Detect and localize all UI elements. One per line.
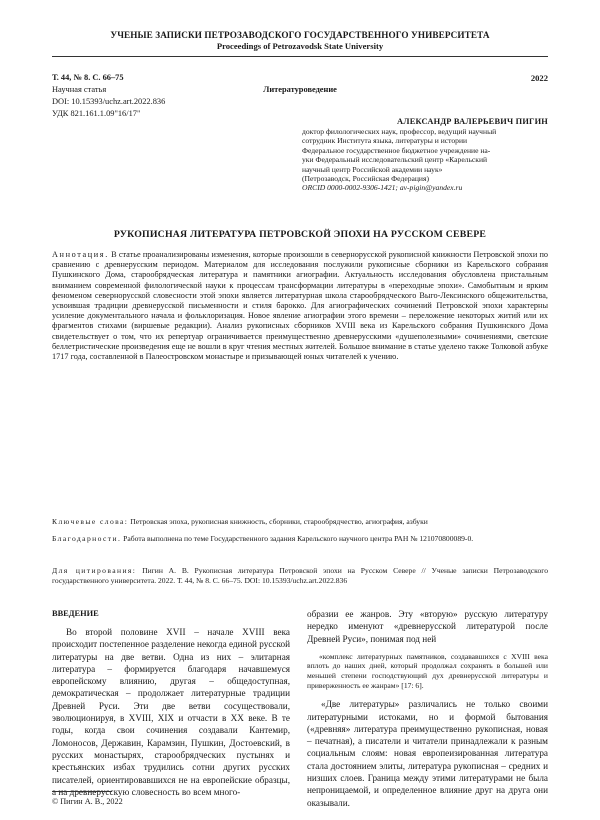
issue-info: Т. 44, № 8. С. 66–75: [52, 73, 124, 82]
affiliation-line: уки Федеральный исследовательский центр «Карельский: [302, 155, 488, 165]
body-paragraph: образии ее жанров. Эту «вторую» русскую литературу нередко именуют «древнерусской литературой после Древней Руси», понимая под ней: [307, 609, 548, 644]
keywords-label: Ключевые слова:: [52, 517, 129, 526]
journal-subtitle: Proceedings of Petrozavodsk State University: [216, 41, 384, 51]
issue-year: 2022: [530, 73, 548, 83]
copyright: © Пигин А. В., 2022: [52, 797, 123, 806]
body-paragraph: «Две литературы» различались не только своими литературными истоками, но и формой бытования («древняя» литература преимущественно рукописная, новая – печатная), а писатели и читатели принадлежали к разным социальным слоям: новая европеизированная литература стала достоянием элиты, литература рукописная – средних и низших слоев. Граница между этими литературами не была непроницаемой, и определенное влияние друг на друга они оказывали.: [307, 699, 548, 808]
affiliation-line: доктор филологических наук, профессор, ведущий научный: [302, 127, 497, 136]
citation-text: Пигин А. В. Рукописная литература Петровской эпохи на Русском Севере // Ученые записки Петрозаводского государственного университета. 2022. Т. 44, № 8. С. 66–75. DOI: 10.15393/uchz.art.2022.836: [52, 566, 549, 585]
article-meta: [52, 72, 312, 120]
abstract-label: Аннотация.: [52, 250, 109, 259]
author-name: АЛЕКСАНДР ВАЛЕРЬЕВИЧ ПИГИН: [397, 117, 548, 126]
acknowledgments-text: Работа выполнена по теме Государственного задания Карельского научного центра РАН № 121070800089-0.: [123, 534, 474, 543]
acknowledgments-label: Благодарности.: [52, 534, 122, 543]
author-orcid-email[interactable]: ORCID 0000-0002-9306-1421; av-pigin@yandex.ru: [302, 183, 463, 193]
abstract-text: В статье проанализированы изменения, которые произошли в севернорусской рукописной книжности Петровской эпохи по сравнению с древнерусским периодом. Материалом для исследования послужили рукописные сборники из Карельского собрания Пушкинского Дома, старообрядческая литература и памятники агиографии. Актуальность исследования обусловлена пристальным вниманием современной филологической науки к процессам трансформации литературы в «переходные эпохи». Самобытным и ярким феноменом севернорусской словесности этой эпохи является литературная школа старообрядческого Выго-Лексинского общежительства, усвоившая традиции древнерусской письменности и стиля барокко. Для агиографических сочинений Петровской эпохи характерны усиление документального начала и фольклоризация. Новое явление агиографии этого времени – переложение некоторых житий или их фрагментов стихами (виршевые редакции). Анализ рукописных сборников XVIII века из Карельского собрания Пушкинского Дома свидетельствует о том, что их репертуар ограничивается преимущественно древнерусскими «душеполезными» сочинениями, светские беллетристические произведения еще не вошли в круг чтения местных жителей. Большое внимание в статье уделено также Толковой азбуке 1717 года, составленной в Палеостровском монастыре и призывающей юных читателей к учению.: [52, 250, 549, 362]
acknowledgments: [52, 534, 548, 544]
body-column-left: [52, 608, 290, 798]
body-paragraph: Во второй половине XVII – начале XVIII века происходит постепенное разделение некогда единой русской литературы на две ветви. Одна из них – элитарная литература – формируется благодаря начавшемуся европейскому влиянию, другая – общедоступная, демократическая – продолжает литературные традиции Древней Руси. Эти две ветви сосуществовали, эволюционируя, в XVIII, XIX и отчасти в XX веке. В те годы, когда свои сочинения создавали Кантемир, Ломоносов, Державин, Карамзин, Пушкин, Достоевский, в русских монастырях, старообрядческих пустынях и крестьянских избах трудились сотни других русских писателей, ориентировавшихся не на европейские образцы, а на древнерусскую словесность во всем много-: [52, 627, 290, 797]
author-affiliation: [302, 127, 548, 193]
block-quote: «комплекс литературных памятников, создававшихся с XVIII века вплоть до наших дней, который продолжал сохранять в большей или меньшей степени господствующий дух древнерусской литературы и приверженность ее жанрам» [17: 6].: [307, 651, 548, 690]
article-title: РУКОПИСНАЯ ЛИТЕРАТУРА ПЕТРОВСКОЙ ЭПОХИ НА РУССКОМ СЕВЕРЕ: [113, 229, 487, 240]
affiliation-line: научный центр Российской академии наук»: [302, 164, 443, 174]
section-heading: ВВЕДЕНИЕ: [52, 609, 99, 618]
body-column-right: [307, 608, 548, 809]
affiliation-line: (Петрозаводск, Российская Федерация): [302, 174, 430, 184]
keywords-text: Петровская эпоха, рукописная книжность, сборники, старообрядчество, агиография, азбуки: [130, 517, 428, 526]
affiliation-line: Федеральное государственное бюджетное учреждение на-: [302, 145, 491, 155]
keywords: [52, 517, 548, 527]
doi: DOI: 10.15393/uchz.art.2022.836: [52, 97, 166, 106]
footer-rule: [52, 791, 112, 792]
affiliation-line: сотрудник Института языка, литературы и истории: [302, 136, 468, 146]
section-name: Литературоведение: [263, 85, 337, 94]
journal-title: УЧЕНЫЕ ЗАПИСКИ ПЕТРОЗАВОДСКОГО ГОСУДАРСТВЕННОГО УНИВЕРСИТЕТА: [110, 30, 490, 40]
abstract: [52, 250, 548, 362]
udc: УДК 821.161.1.09"16/17": [52, 109, 141, 118]
citation: [52, 566, 548, 585]
article-type: Научная статья: [52, 85, 107, 94]
citation-label: Для цитирования:: [52, 566, 137, 575]
header-rule: [52, 56, 548, 57]
